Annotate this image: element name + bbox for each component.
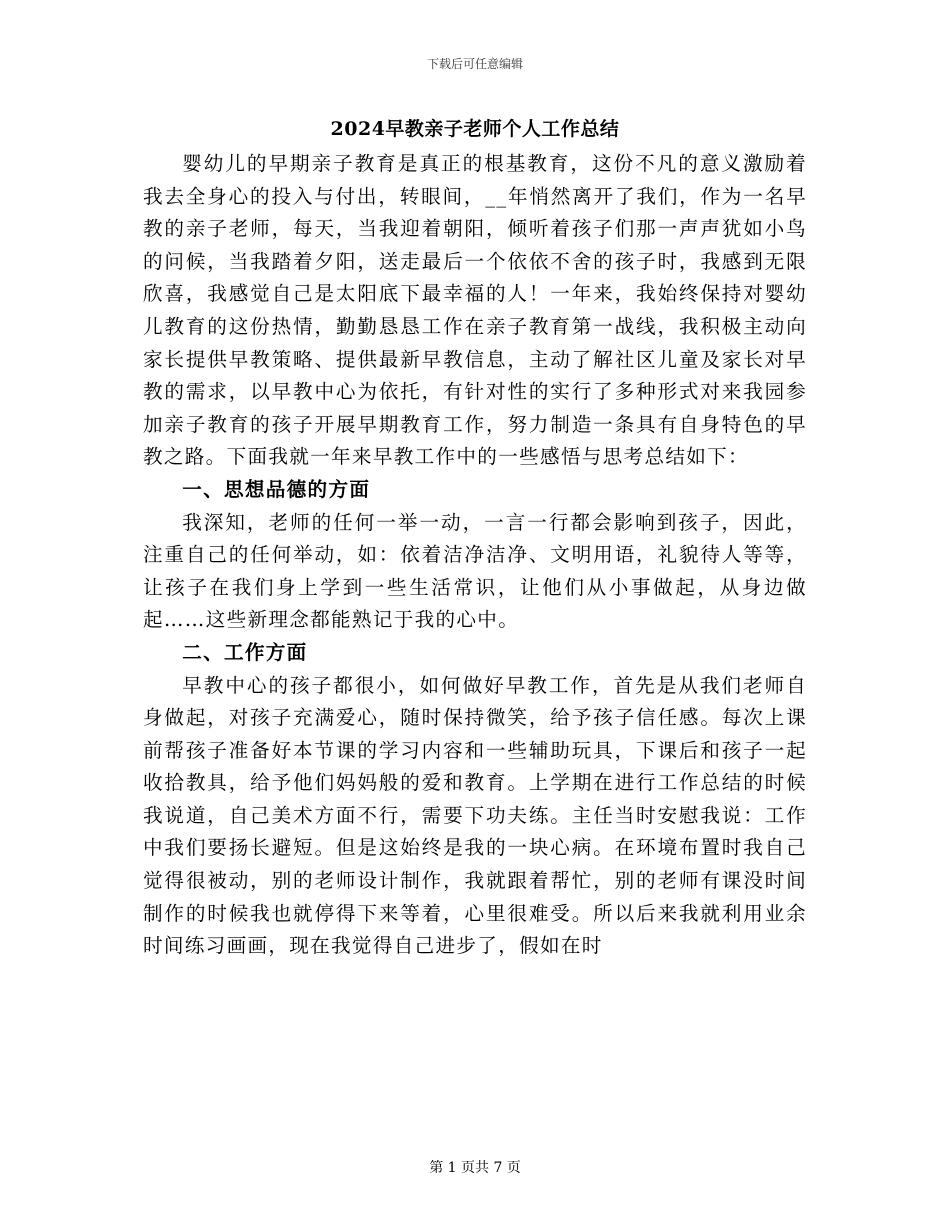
document-title: 2024早教亲子老师个人工作总结	[330, 118, 620, 140]
section-heading-2: 二、工作方面	[182, 640, 308, 664]
document-body	[143, 148, 807, 963]
section-heading-1: 一、思想品德的方面	[182, 477, 371, 501]
page-footer: 第 1 页共 7 页	[429, 1160, 521, 1176]
page-header: 下载后可任意编辑	[426, 57, 523, 71]
intro-paragraph: 婴幼儿的早期亲子教育是真正的根基教育，这份不凡的意义激励着我去全身心的投入与付出，转眼间，__年悄然离开了我们，作为一名早教的亲子老师，每天，当我迎着朝阳，倾听着孩子们那一声声犹如小鸟的问候，当我踏着夕阳，送走最后一个依依不舍的孩子时，我感到无限欣喜，我感觉自己是太阳底下最幸福的人！一年来，我始终保持对婴幼儿教育的这份热情，勤勤恳恳工作在亲子教育第一战线，我积极主动向家长提供早教策略、提供最新早教信息，主动了解社区儿童及家长对早教的需求，以早教中心为依托，有针对性的实行了多种形式对来我园参加亲子教育的孩子开展早期教育工作，努力制造一条具有自身特色的早教之路。下面我就一年来早教工作中的一些感悟与思考总结如下：	[143, 152, 807, 469]
section-paragraph-1: 我深知，老师的任何一举一动，一言一行都会影响到孩子，因此，注重自己的任何举动，如：依着洁净洁净、文明用语，礼貌待人等等，让孩子在我们身上学到一些生活常识，让他们从小事做起，从身边做起……这些新理念都能熟记于我的心中。	[143, 510, 807, 632]
section-paragraph-2: 早教中心的孩子都很小，如何做好早教工作，首先是从我们老师自身做起，对孩子充满爱心，随时保持微笑，给予孩子信任感。每次上课前帮孩子准备好本节课的学习内容和一些辅助玩具，下课后和孩子一起收拾教具，给予他们妈妈般的爱和教育。上学期在进行工作总结的时候我说道，自己美术方面不行，需要下功夫练。主任当时安慰我说：工作中我们要扬长避短。但是这始终是我的一块心病。在环境布置时我自己觉得很被动，别的老师设计制作，我就跟着帮忙，别的老师有课没时间制作的时候我也就停得下来等着，心里很难受。所以后来我就利用业余时间练习画画，现在我觉得自己进步了，假如在时	[143, 673, 807, 958]
